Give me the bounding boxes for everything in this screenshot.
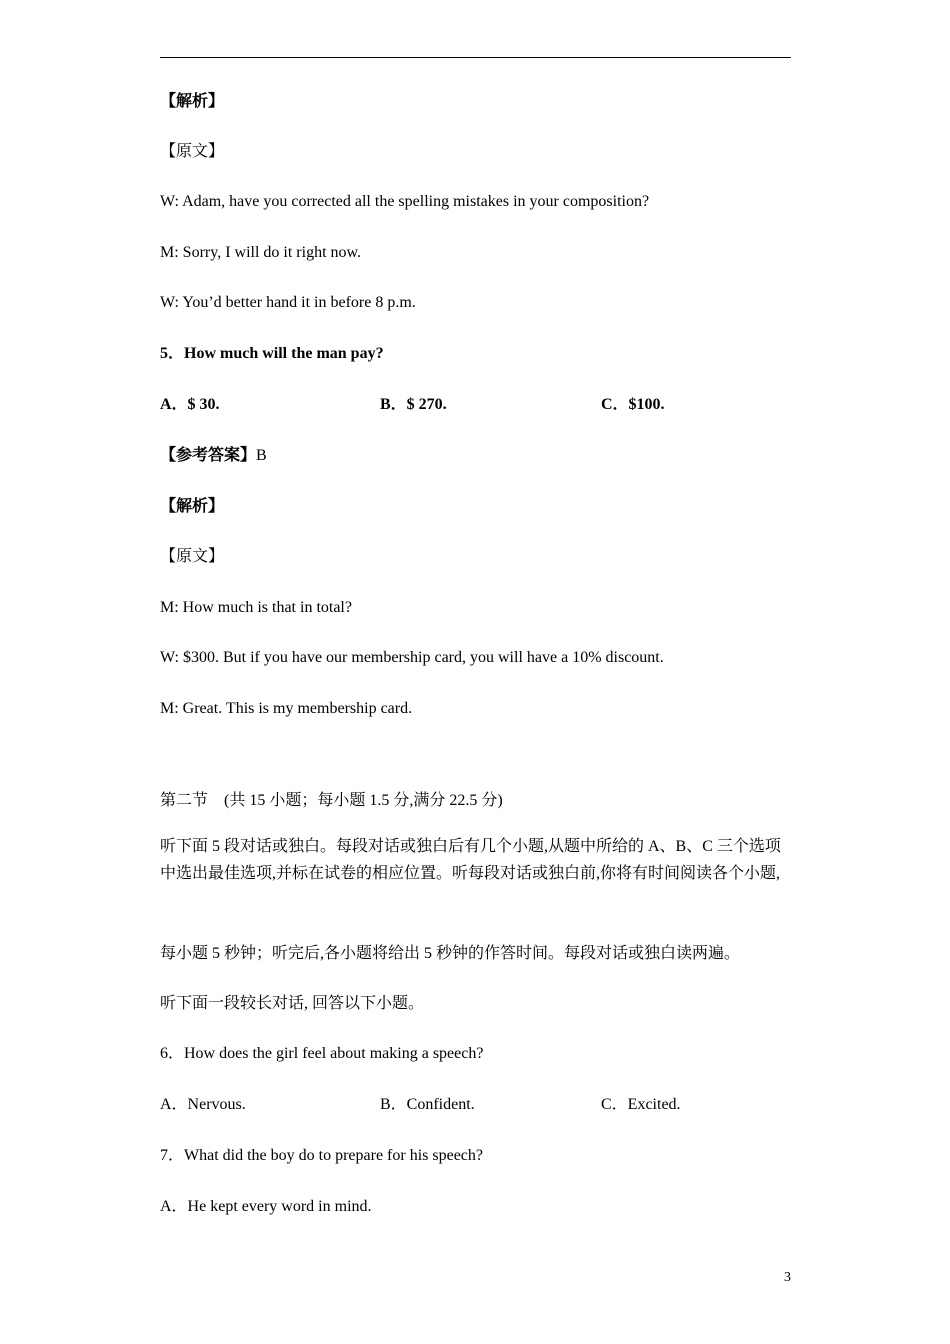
dialogue-line: M: How much is that in total? [160,599,352,616]
option-a: A．$ 30. [160,396,220,413]
option-c: C．$100. [601,396,665,413]
original-text-label: 【原文】 [160,548,225,565]
dialogue-line: M: Sorry, I will do it right now. [160,244,362,261]
dialogue-line: M: Great. This is my membership card. [160,700,413,717]
option-c: C．Excited. [601,1096,681,1113]
section-instruction: 听下面一段较长对话, 回答以下小题。 [160,995,425,1012]
answer-label: 【参考答案】 [160,447,257,464]
option-a: A．Nervous. [160,1096,246,1113]
option-b: B．Confident. [380,1096,475,1113]
dialogue-line: W: $300. But if you have our membership card, you will have a 10% discount. [160,649,664,666]
analysis-label: 【解析】 [160,93,225,110]
section-title: 第二节 (共 15 小题；每小题 1.5 分,满分 22.5 分) [160,792,503,809]
option-a: A．He kept every word in mind. [160,1198,372,1215]
option-b: B．$ 270. [380,396,447,413]
question-5: 5．How much will the man pay? [160,345,384,362]
dialogue-line: W: You’d better hand it in before 8 p.m. [160,294,416,311]
reference-answer [160,446,267,466]
dialogue-line: W: Adam, have you corrected all the spelling mistakes in your composition? [160,193,650,210]
header-rule [160,57,791,58]
question-7: 7．What did the boy do to prepare for his speech? [160,1147,484,1164]
original-text-label: 【原文】 [160,143,225,160]
section-instruction: 听下面 5 段对话或独白。每段对话或独白后有几个小题,从题中所给的 A、B、C 三个选项中选出最佳选项,并标在试卷的相应位置。听每段对话或独白前,你将有时间阅读各个小题, [160,838,781,882]
question-6: 6．How does the girl feel about making a speech? [160,1045,484,1062]
section-instruction: 每小题 5 秒钟；听完后,各小题将给出 5 秒钟的作答时间。每段对话或独白读两遍。 [160,945,741,962]
answer-value: B [256,447,267,464]
analysis-label: 【解析】 [160,498,225,515]
page-number: 3 [784,1270,791,1285]
